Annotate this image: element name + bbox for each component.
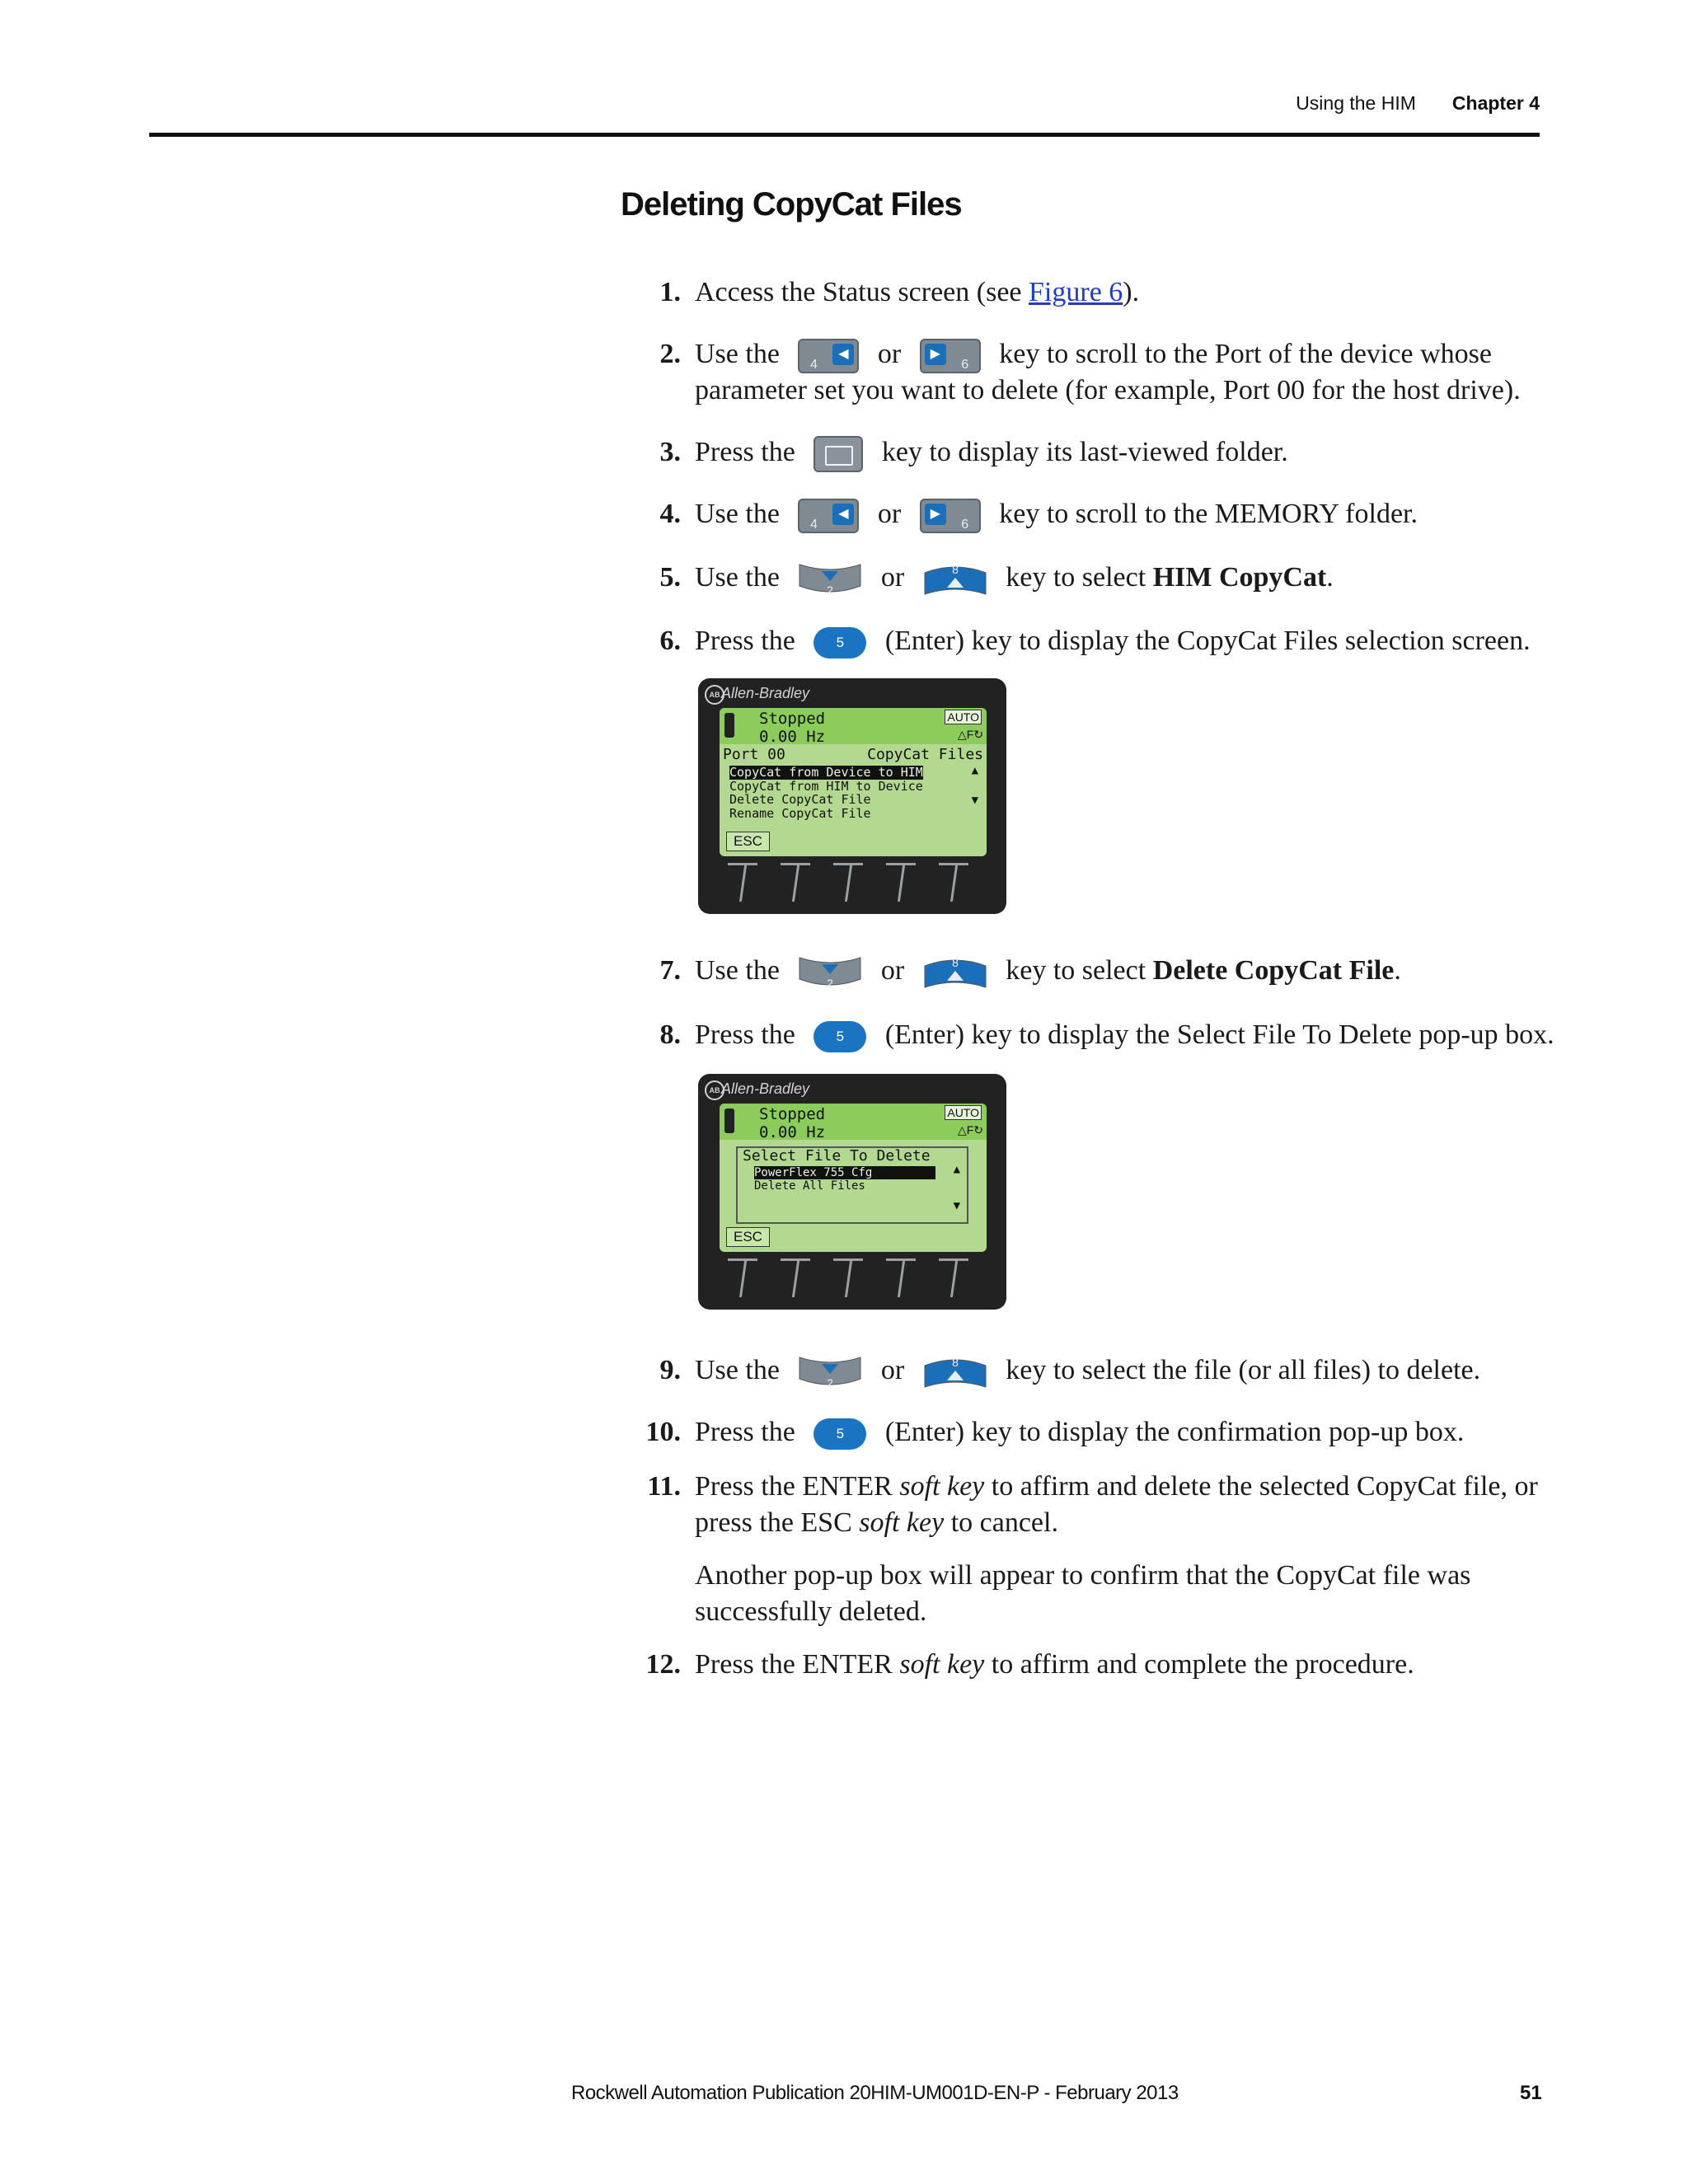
italic-text: soft key xyxy=(859,1507,945,1538)
step-text: Press the xyxy=(695,1417,795,1447)
step-text: key to scroll to the MEMORY folder. xyxy=(999,499,1418,529)
up-arrow-key-icon xyxy=(923,1354,987,1390)
svg-text:8: 8 xyxy=(951,956,959,970)
direction-indicator: △F↻ xyxy=(957,728,983,741)
page-number: 51 xyxy=(1520,2082,1542,2104)
or-text: or xyxy=(880,955,905,986)
soft-key-3[interactable] xyxy=(833,1258,863,1301)
brand-name: Allen-Bradley xyxy=(721,1080,810,1097)
file-item[interactable]: Delete All Files xyxy=(754,1179,865,1193)
select-file-popup xyxy=(736,1146,968,1224)
left-arrow-key-icon: 4 ◀ xyxy=(798,339,859,373)
scroll-up-icon: ▲ xyxy=(971,764,978,777)
lcd-screen xyxy=(720,708,987,856)
or-text: or xyxy=(877,499,902,529)
soft-key-2[interactable] xyxy=(781,1258,810,1301)
step-text: (Enter) key to display the CopyCat Files selection screen. xyxy=(884,626,1531,656)
page-title: Deleting CopyCat Files xyxy=(621,186,962,223)
drive-status: Stopped 0.00 Hz xyxy=(759,1105,826,1141)
right-arrow-key-icon: ▶ 6 xyxy=(920,499,981,533)
figure-6-link[interactable]: Figure 6 xyxy=(1029,277,1123,307)
him-display-copycat-files xyxy=(698,678,1006,914)
step-text: key to display its last-viewed folder. xyxy=(881,437,1288,467)
left-arrow-key-icon: 4 ◀ xyxy=(798,499,859,533)
scroll-down-icon: ▼ xyxy=(971,794,978,807)
step-number: 1. xyxy=(659,277,681,307)
header-rule xyxy=(149,133,1540,137)
step-text: to cancel. xyxy=(944,1507,1058,1538)
step-text: Use the xyxy=(695,955,780,986)
step-text: Access the Status screen (see xyxy=(695,277,1029,307)
esc-soft-key-label: ESC xyxy=(726,832,770,851)
step-number: 10. xyxy=(645,1417,681,1447)
enter-key-icon: 5 xyxy=(814,627,866,658)
or-text: or xyxy=(877,339,902,369)
step-number: 2. xyxy=(659,339,681,369)
him-display-select-file xyxy=(698,1074,1006,1310)
step-number: 3. xyxy=(659,437,681,467)
menu-list xyxy=(729,766,923,820)
step-number: 8. xyxy=(659,1019,681,1050)
status-indicator-icon xyxy=(724,1108,734,1133)
enter-key-icon: 5 xyxy=(814,1021,866,1052)
menu-item-selected[interactable]: CopyCat from Device to HIM xyxy=(729,765,923,780)
step-number: 11. xyxy=(647,1471,681,1502)
chapter-label: Chapter 4 xyxy=(1451,92,1540,114)
soft-key-5[interactable] xyxy=(939,1258,968,1301)
menu-item[interactable]: CopyCat from HIM to Device xyxy=(729,778,923,794)
soft-key-4[interactable] xyxy=(886,1258,916,1301)
step-text: Use the xyxy=(695,1355,780,1385)
step-number: 5. xyxy=(659,562,681,593)
soft-key-1[interactable] xyxy=(728,863,757,905)
step-text: key to scroll to the Port of the device whose xyxy=(999,339,1492,369)
step-text: Press the ENTER xyxy=(695,1471,900,1502)
step-text: . xyxy=(1394,955,1401,986)
step-text: to affirm and delete the selected CopyCat file, or press the ESC xyxy=(695,1471,1538,1538)
enter-key-icon: 5 xyxy=(814,1418,866,1450)
scroll-up-icon: ▲ xyxy=(953,1163,960,1176)
svg-text:8: 8 xyxy=(951,1356,959,1370)
step-text: Use the xyxy=(695,339,780,369)
soft-key-4[interactable] xyxy=(886,863,916,905)
soft-keys xyxy=(728,1258,975,1300)
bold-text: HIM CopyCat xyxy=(1152,562,1327,593)
esc-soft-key-label: ESC xyxy=(726,1227,770,1247)
soft-key-3[interactable] xyxy=(833,863,863,905)
svg-text:2: 2 xyxy=(827,1376,834,1390)
soft-key-5[interactable] xyxy=(939,863,968,905)
step-text: Press the ENTER xyxy=(695,1649,900,1680)
italic-text: soft key xyxy=(899,1471,985,1502)
up-arrow-key-icon xyxy=(923,954,987,991)
step-text: parameter set you want to delete (for example, Port 00 for the host drive). xyxy=(695,375,1521,405)
menu-item[interactable]: Delete CopyCat File xyxy=(729,792,871,807)
or-text: or xyxy=(880,562,905,593)
menu-item[interactable]: Rename CopyCat File xyxy=(729,805,871,821)
allen-bradley-logo: AB xyxy=(705,685,724,705)
up-arrow-key-icon xyxy=(923,561,987,598)
down-arrow-key-icon xyxy=(798,954,862,991)
svg-text:8: 8 xyxy=(951,563,959,577)
status-indicator-icon xyxy=(724,713,734,738)
step-text: key to select xyxy=(1006,562,1153,593)
scroll-down-icon: ▼ xyxy=(953,1199,960,1212)
step-text: Press the xyxy=(695,1019,795,1050)
or-text: or xyxy=(880,1355,905,1385)
step-text: Use the xyxy=(695,562,780,593)
folder-key-icon xyxy=(814,436,863,472)
publication-id: Rockwell Automation Publication 20HIM-UM001D-EN-P - February 2013 xyxy=(571,2082,1179,2104)
step-text: Press the xyxy=(695,626,795,656)
step-text: Press the xyxy=(695,437,795,467)
lcd-screen xyxy=(720,1104,987,1252)
section-name: Using the HIM xyxy=(1296,92,1416,114)
step-text: Use the xyxy=(695,499,780,529)
brand-name: Allen-Bradley xyxy=(721,685,810,701)
step-number: 7. xyxy=(659,955,681,986)
file-item-selected[interactable]: PowerFlex 755 Cfg xyxy=(754,1166,935,1179)
allen-bradley-logo: AB xyxy=(705,1080,724,1100)
note-text: Another pop-up box will appear to confirm that the CopyCat file was successfully deleted. xyxy=(695,1560,1471,1627)
svg-text:2: 2 xyxy=(827,977,834,991)
step-text: to affirm and complete the procedure. xyxy=(984,1649,1414,1680)
step-text: key to select xyxy=(1006,955,1153,986)
down-arrow-key-icon xyxy=(798,561,862,598)
down-arrow-key-icon xyxy=(798,1354,862,1390)
step-text: (Enter) key to display the Select File To Delete pop-up box. xyxy=(884,1019,1554,1050)
page-header xyxy=(0,92,1540,115)
step-text: . xyxy=(1326,562,1334,593)
svg-text:2: 2 xyxy=(827,583,834,598)
step-number: 12. xyxy=(645,1649,681,1680)
direction-indicator: △F↻ xyxy=(957,1123,983,1137)
step-text: (Enter) key to display the confirmation pop-up box. xyxy=(884,1417,1465,1447)
step-number: 9. xyxy=(659,1355,681,1385)
step-number: 4. xyxy=(659,499,681,529)
step-text: ). xyxy=(1123,277,1140,307)
bold-text: Delete CopyCat File xyxy=(1152,955,1395,986)
italic-text: soft key xyxy=(899,1649,985,1680)
soft-key-1[interactable] xyxy=(728,1258,757,1301)
port-line: Port 00 CopyCat Files xyxy=(723,746,983,763)
step-number: 6. xyxy=(659,626,681,656)
right-arrow-key-icon: ▶ 6 xyxy=(920,339,981,373)
soft-key-2[interactable] xyxy=(781,863,810,905)
mode-badge: AUTO xyxy=(945,1105,982,1120)
mode-badge: AUTO xyxy=(945,710,982,724)
popup-title: Select File To Delete xyxy=(743,1147,931,1165)
step-text: key to select the file (or all files) to delete. xyxy=(1006,1355,1481,1385)
drive-status: Stopped 0.00 Hz xyxy=(759,710,826,746)
soft-keys xyxy=(728,863,975,904)
